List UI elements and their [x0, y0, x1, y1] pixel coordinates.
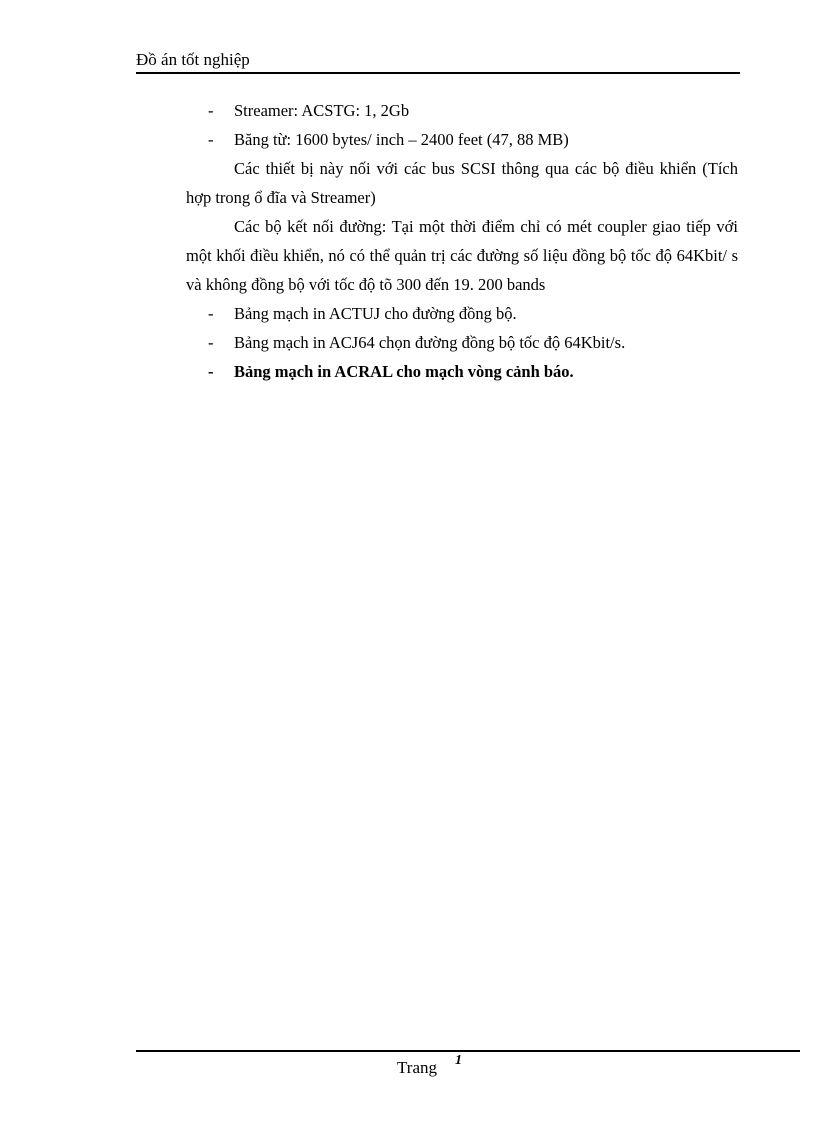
- list-item: [186, 357, 738, 386]
- list-item-text: Băng từ: 1600 bytes/ inch – 2400 feet (47, 88 MB): [234, 130, 569, 149]
- paragraph: Các thiết bị này nối với các bus SCSI thông qua các bộ điều khiển (Tích hợp trong ổ đĩa và Streamer): [186, 159, 738, 207]
- list-item-text: Streamer: ACSTG: 1, 2Gb: [234, 101, 410, 120]
- paragraph: Các bộ kết nối đường: Tại một thời điểm chỉ có mét coupler giao tiếp với một khối điều khiển, nó có thể quản trị các đường số liệu đồng bộ tốc độ 64Kbit/ s và không đồng bộ với tốc độ tõ 300 đến 19. 200 bands: [186, 217, 738, 294]
- page-footer: [136, 1050, 800, 1086]
- list-item: [186, 125, 738, 154]
- bullet-dash: -: [208, 130, 214, 149]
- bullet-dash: -: [208, 333, 214, 352]
- footer-page-label: Trang: [397, 1058, 437, 1077]
- list-item: [186, 299, 738, 328]
- page-number: 1: [455, 1053, 462, 1068]
- document-body: [186, 96, 738, 386]
- header-title: Đồ án tốt nghiệp: [136, 50, 250, 69]
- bullet-dash: -: [208, 304, 214, 323]
- list-item: [186, 328, 738, 357]
- bullet-dash: -: [208, 101, 214, 120]
- page-header: [136, 48, 740, 74]
- list-item-text: Bảng mạch in ACJ64 chọn đường đồng bộ tốc độ 64Kbit/s.: [234, 333, 626, 352]
- list-item-text: Bảng mạch in ACRAL cho mạch vòng cảnh báo.: [234, 362, 574, 381]
- list-item: [186, 96, 738, 125]
- bullet-dash: -: [208, 362, 214, 381]
- list-item-text: Bảng mạch in ACTUJ cho đường đồng bộ.: [234, 304, 517, 323]
